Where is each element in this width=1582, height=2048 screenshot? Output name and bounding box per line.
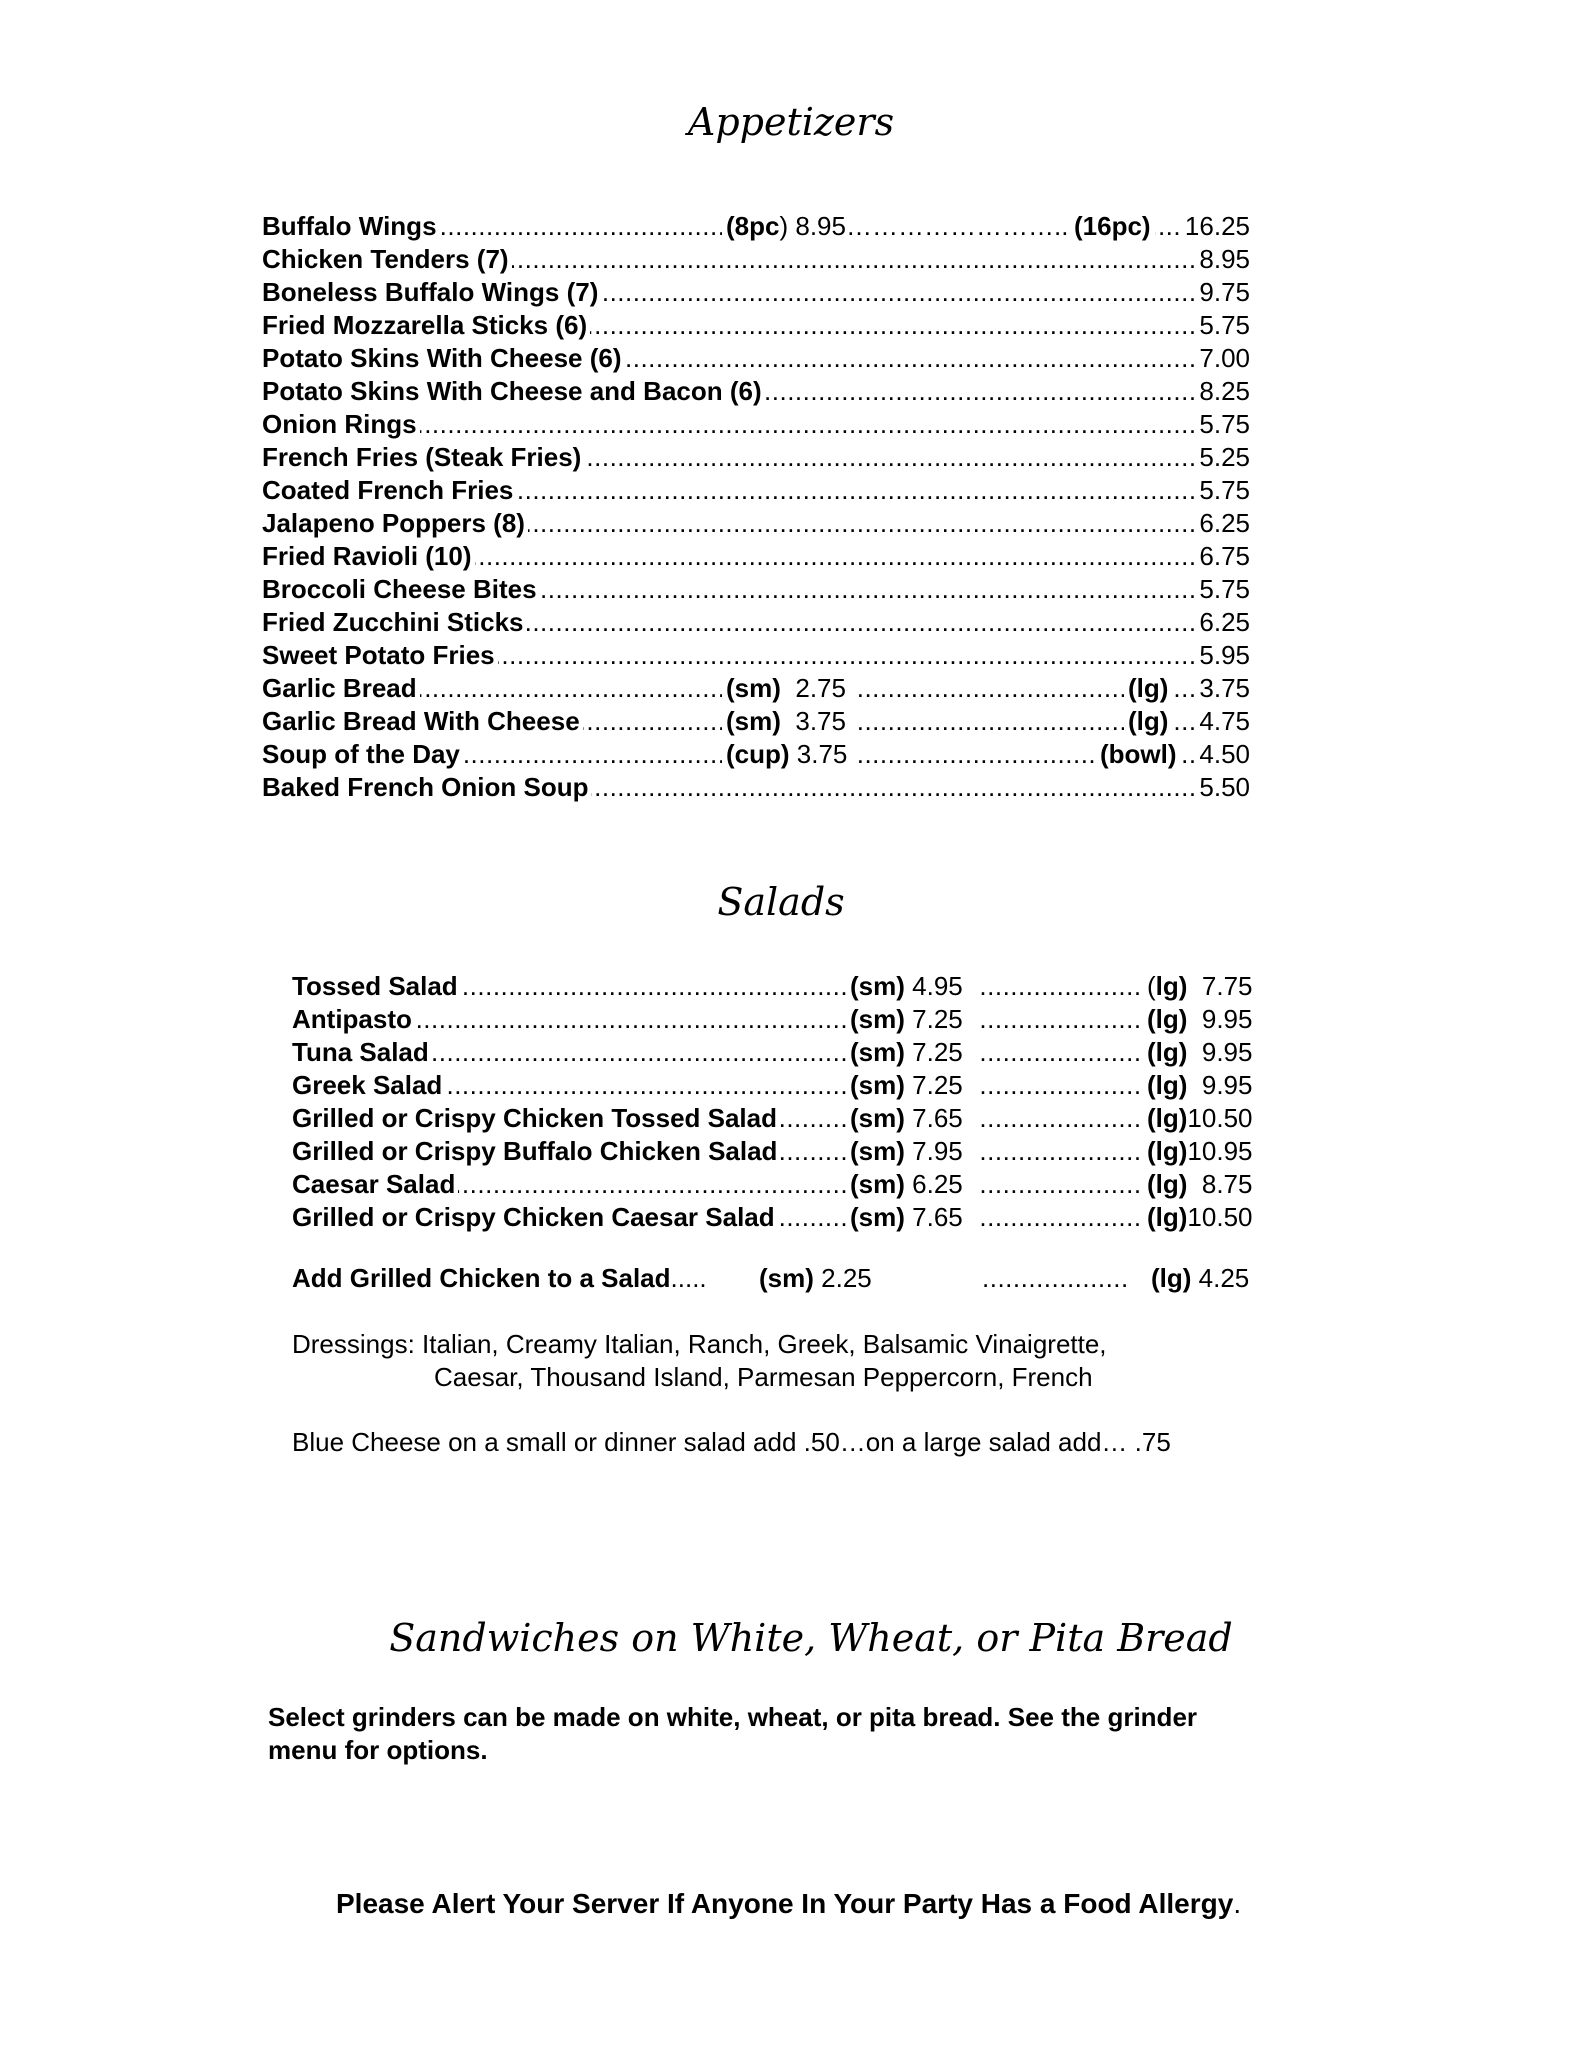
- salad-addon-row: [292, 1262, 1262, 1295]
- item-name: Coated French Fries: [262, 474, 516, 507]
- item-small-price: (sm) 7.95: [847, 1135, 978, 1168]
- item-small-price: (cup) 3.75: [722, 738, 859, 771]
- item-price: 5.95: [1195, 639, 1250, 672]
- appetizers-list: [262, 210, 1250, 804]
- leader-dots: [292, 1003, 1262, 1036]
- item-small-price: (sm) 4.95: [847, 970, 978, 1003]
- item-name: Baked French Onion Soup: [262, 771, 591, 804]
- item-name: Garlic Bread: [262, 672, 420, 705]
- salad-item: [292, 1036, 1262, 1069]
- item-price: 5.50: [1195, 771, 1250, 804]
- item-price: 8.95: [1195, 243, 1250, 276]
- item-name: Onion Rings: [262, 408, 420, 441]
- menu-item: [262, 705, 1250, 738]
- addon-name: Add Grilled Chicken to a Salad.....: [292, 1263, 707, 1293]
- item-small-price: (sm) 7.25: [847, 1003, 978, 1036]
- item-large-price: 3.75: [1195, 672, 1250, 705]
- sandwiches-note-line-2: menu for options.: [268, 1735, 488, 1765]
- item-name: Tuna Salad: [292, 1036, 432, 1069]
- item-large-price: (lg) 9.95: [1144, 1003, 1262, 1036]
- item-price: 5.25: [1195, 441, 1250, 474]
- item-name: Antipasto: [292, 1003, 415, 1036]
- item-large-label: (bowl): [1096, 738, 1181, 771]
- menu-item: [262, 243, 1250, 276]
- item-name: Fried Zucchini Sticks: [262, 606, 527, 639]
- menu-item: [262, 639, 1250, 672]
- menu-item: [262, 474, 1250, 507]
- item-small-price: (sm) 7.65: [847, 1201, 978, 1234]
- item-large-label: (lg): [1124, 672, 1172, 705]
- item-large-price: (lg) 9.95: [1144, 1036, 1262, 1069]
- menu-item: [262, 309, 1250, 342]
- menu-item-buffalo-wings: [262, 210, 1250, 243]
- item-name: Potato Skins With Cheese and Bacon (6): [262, 375, 765, 408]
- menu-item: [262, 441, 1250, 474]
- addon-large-price: (lg) 4.25: [1147, 1262, 1253, 1295]
- item-name: French Fries (Steak Fries): [262, 441, 584, 474]
- salad-item: [292, 1102, 1262, 1135]
- appetizers-heading: Appetizers: [687, 100, 895, 144]
- salad-item: [292, 970, 1262, 1003]
- addon-small-price: (sm) 2.25: [755, 1262, 876, 1295]
- salad-item: [292, 1201, 1262, 1234]
- item-price: 6.75: [1195, 540, 1250, 573]
- item-large-price: 16.25: [1181, 210, 1250, 243]
- item-name: Grilled or Crispy Buffalo Chicken Salad: [292, 1135, 780, 1168]
- item-price: 5.75: [1195, 573, 1250, 606]
- item-small-price: (sm) 2.75: [722, 672, 857, 705]
- menu-item: [262, 375, 1250, 408]
- leader-dots: [292, 1036, 1262, 1069]
- salads-list: [292, 970, 1262, 1234]
- item-name: Boneless Buffalo Wings (7): [262, 276, 601, 309]
- item-name: Fried Ravioli (10): [262, 540, 475, 573]
- item-small-price: (sm) 7.25: [847, 1036, 978, 1069]
- item-large-price: 4.75: [1195, 705, 1250, 738]
- dressings-line-2: Caesar, Thousand Island, Parmesan Peppercorn, French: [434, 1362, 1093, 1392]
- item-name: Garlic Bread With Cheese: [262, 705, 583, 738]
- item-name: Grilled or Crispy Chicken Caesar Salad: [292, 1201, 778, 1234]
- item-name: Jalapeno Poppers (8): [262, 507, 528, 540]
- item-price: 7.00: [1195, 342, 1250, 375]
- leader-dots: [982, 1262, 1127, 1295]
- item-name: Greek Salad: [292, 1069, 445, 1102]
- salad-item: [292, 1003, 1262, 1036]
- item-small-price: (8pc) 8.95……………………..: [722, 210, 1072, 243]
- item-small-price: (sm) 7.25: [847, 1069, 978, 1102]
- sandwiches-heading: Sandwiches on White, Wheat, or Pita Bread: [389, 1616, 1233, 1660]
- menu-item: [262, 408, 1250, 441]
- menu-item: [262, 573, 1250, 606]
- item-large-label: (lg): [1124, 705, 1172, 738]
- item-name: Fried Mozzarella Sticks (6): [262, 309, 590, 342]
- item-name: Caesar Salad: [292, 1168, 458, 1201]
- salads-heading: Salads: [717, 880, 845, 924]
- item-price: 8.25: [1195, 375, 1250, 408]
- item-price: 6.25: [1195, 606, 1250, 639]
- item-name: Broccoli Cheese Bites: [262, 573, 540, 606]
- item-small-price: (sm) 3.75: [722, 705, 857, 738]
- item-large-price: 4.50: [1195, 738, 1250, 771]
- item-small-price: (sm) 7.65: [847, 1102, 978, 1135]
- item-name: Soup of the Day: [262, 738, 463, 771]
- item-price: 9.75: [1195, 276, 1250, 309]
- menu-item: [262, 507, 1250, 540]
- item-name: Sweet Potato Fries: [262, 639, 498, 672]
- item-price: 5.75: [1195, 309, 1250, 342]
- item-large-price: (lg) 7.75: [1144, 970, 1262, 1003]
- item-large-price: (lg)10.50: [1144, 1201, 1262, 1234]
- sandwiches-note-line-1: Select grinders can be made on white, wheat, or pita bread. See the grinder: [268, 1702, 1198, 1732]
- menu-item: [262, 738, 1250, 771]
- item-price: 5.75: [1195, 408, 1250, 441]
- item-large-label: (16pc): [1070, 210, 1155, 243]
- item-large-price: (lg) 8.75: [1144, 1168, 1262, 1201]
- item-small-price: (sm) 6.25: [847, 1168, 978, 1201]
- menu-item: [262, 606, 1250, 639]
- menu-item: [262, 672, 1250, 705]
- salad-item: [292, 1135, 1262, 1168]
- item-name: Chicken Tenders (7): [262, 243, 512, 276]
- item-large-price: (lg) 9.95: [1144, 1069, 1262, 1102]
- dressings-line-1: Dressings: Italian, Creamy Italian, Ranch, Greek, Balsamic Vinaigrette,: [292, 1329, 1107, 1359]
- item-name: Tossed Salad: [292, 970, 461, 1003]
- blue-cheese-note: Blue Cheese on a small or dinner salad add .50…on a large salad add… .75: [292, 1427, 1171, 1457]
- menu-item: [262, 276, 1250, 309]
- item-large-price: (lg)10.50: [1144, 1102, 1262, 1135]
- item-name: Grilled or Crispy Chicken Tossed Salad: [292, 1102, 780, 1135]
- menu-item: [262, 540, 1250, 573]
- menu-item: [262, 342, 1250, 375]
- allergy-notice: Please Alert Your Server If Anyone In Your Party Has a Food Allergy.: [336, 1888, 1242, 1919]
- menu-item: [262, 771, 1250, 804]
- salad-item: [292, 1168, 1262, 1201]
- item-name: Buffalo Wings: [262, 210, 440, 243]
- item-large-price: (lg)10.95: [1144, 1135, 1262, 1168]
- salad-item: [292, 1069, 1262, 1102]
- item-name: Potato Skins With Cheese (6): [262, 342, 625, 375]
- item-price: 5.75: [1195, 474, 1250, 507]
- item-price: 6.25: [1195, 507, 1250, 540]
